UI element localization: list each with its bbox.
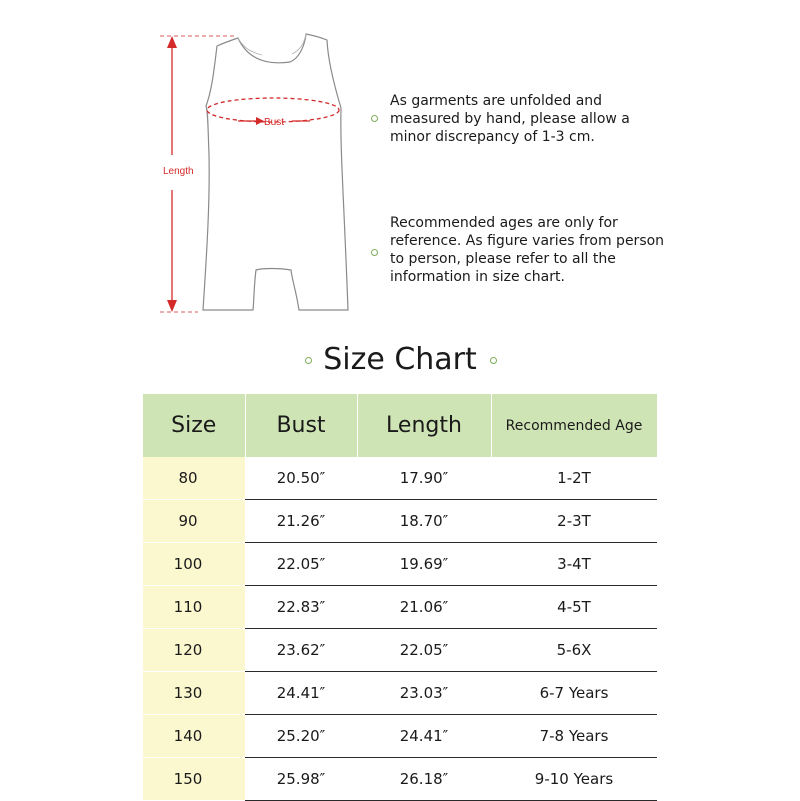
size-chart-title: Size Chart [323, 342, 477, 377]
table-row [143, 586, 657, 629]
size-cell: 140 [143, 715, 245, 758]
garment-diagram [0, 0, 380, 330]
bust-cell: 25.98″ [245, 758, 357, 801]
age-cell: 1-2T [491, 457, 657, 500]
length-cell: 19.69″ [357, 543, 491, 586]
bust-cell: 21.26″ [245, 500, 357, 543]
table-row [143, 500, 657, 543]
note-bullet-2 [371, 249, 378, 256]
length-cell: 18.70″ [357, 500, 491, 543]
table-row [143, 629, 657, 672]
note-bullet-1 [371, 115, 378, 122]
header-size: Size [143, 394, 245, 457]
size-chart-table [143, 394, 658, 801]
header-recommended-age: Recommended Age [491, 394, 657, 457]
length-cell: 21.06″ [357, 586, 491, 629]
age-cell: 6-7 Years [491, 672, 657, 715]
table-row [143, 758, 657, 801]
length-cell: 24.41″ [357, 715, 491, 758]
length-label: Length [163, 166, 194, 177]
note-recommended-ages: Recommended ages are only for reference. As figure varies from person to person, please refer to all the information in size chart. [390, 215, 665, 285]
age-cell: 3-4T [491, 543, 657, 586]
bust-cell: 24.41″ [245, 672, 357, 715]
table-row [143, 672, 657, 715]
size-cell: 100 [143, 543, 245, 586]
bust-label: Bust [264, 117, 285, 128]
age-cell: 5-6X [491, 629, 657, 672]
size-cell: 90 [143, 500, 245, 543]
bust-cell: 20.50″ [245, 457, 357, 500]
size-cell: 80 [143, 457, 245, 500]
size-cell: 130 [143, 672, 245, 715]
bust-cell: 25.20″ [245, 715, 357, 758]
table-row [143, 715, 657, 758]
size-cell: 110 [143, 586, 245, 629]
age-cell: 7-8 Years [491, 715, 657, 758]
header-length: Length [357, 394, 491, 457]
title-dot-right [490, 357, 497, 364]
length-cell: 26.18″ [357, 758, 491, 801]
header-bust: Bust [245, 394, 357, 457]
length-cell: 17.90″ [357, 457, 491, 500]
age-cell: 4-5T [491, 586, 657, 629]
bust-cell: 22.83″ [245, 586, 357, 629]
bust-cell: 22.05″ [245, 543, 357, 586]
table-row [143, 543, 657, 586]
bust-cell: 23.62″ [245, 629, 357, 672]
garment-outline [203, 34, 348, 310]
table-header-row [143, 394, 657, 457]
table-row [143, 457, 657, 500]
age-cell: 2-3T [491, 500, 657, 543]
age-cell: 9-10 Years [491, 758, 657, 801]
length-cell: 22.05″ [357, 629, 491, 672]
size-cell: 120 [143, 629, 245, 672]
size-cell: 150 [143, 758, 245, 801]
length-cell: 23.03″ [357, 672, 491, 715]
note-measurement-discrepancy: As garments are unfolded and measured by hand, please allow a minor discrepancy of 1-3 cm. [390, 93, 630, 145]
